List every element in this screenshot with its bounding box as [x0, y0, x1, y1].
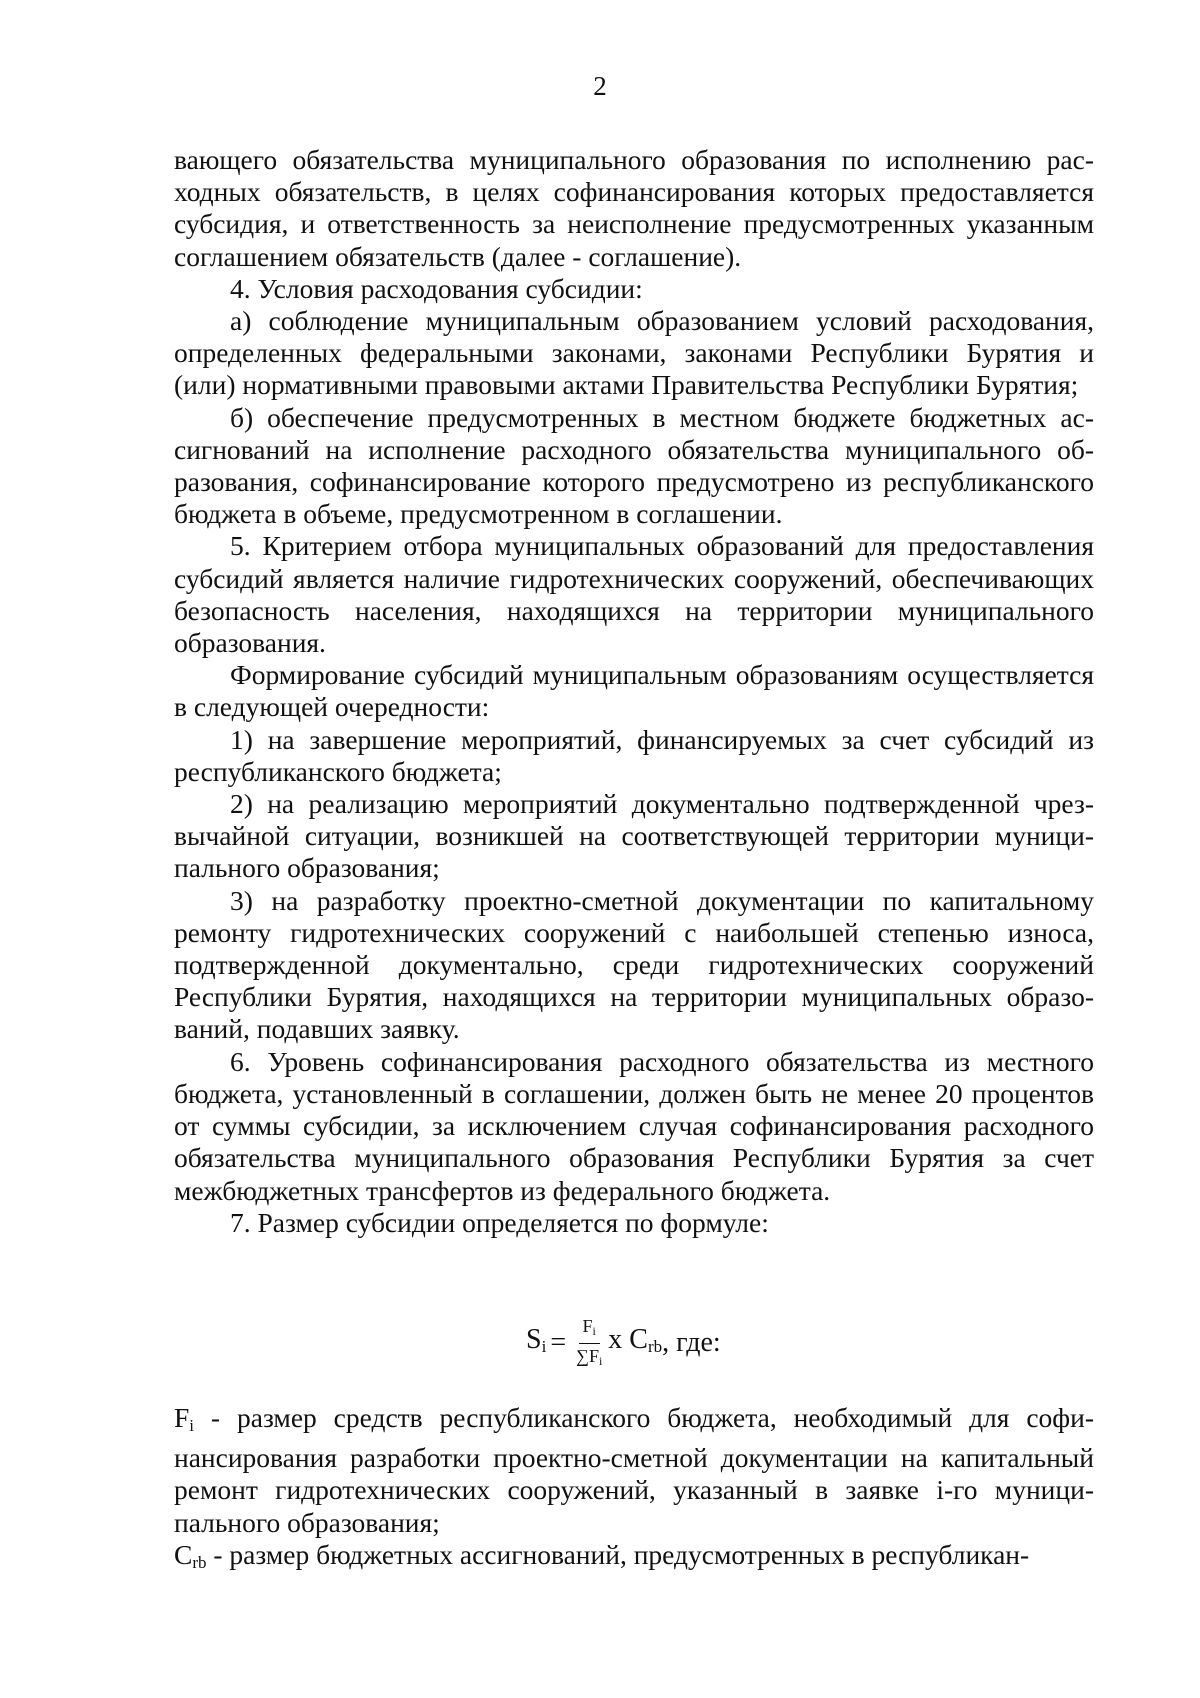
paragraph-clause-5: 5. Критерием отбора муниципальных образований для предоставления субсидий является наличие гидротехнических сооружений, обеспечивающих безопасность населения, находящихся на территории муниципального образования. [174, 530, 1094, 659]
definition-fi: $F_i$ - размер средств республиканского бюджета, необходимый для софинансирования разработки проектно-сметной документации на капитальный ремонт гидротехнических сооружений, указанный в заявке i-го муниципального образования; [174, 1402, 1094, 1538]
paragraph-clause-6: 6. Уровень софинансирования расходного обязательства из местного бюджета, установленный в соглашении, должен быть не менее 20 процентов от суммы субсидии, за исключением случая софинансирования расходного обязательства муниципального образования Республики Бурятия за счет межбюджетных трансфертов из федерального бюджета. [174, 1045, 1094, 1206]
paragraph-clause-4a: а) соблюдение муниципальным образованием условий расходования, определенных федеральными законами, законами Республики Бурятия и (или) нормативными правовыми актами Правительства Республики Бурятия; [174, 305, 1094, 401]
formula-multiplier: x $C_{rb}$ [608, 1323, 663, 1356]
paragraph-formation-order: Формирование субсидий муниципальным образованиям осуществляется в следующей очередности: [174, 659, 1094, 723]
formula-suffix: , где: [662, 1327, 721, 1358]
paragraph-order-3: 3) на разработку проектно-сметной документации по капитальному ремонту гидротехнических сооружений с наибольшей степенью износа, подтвержденной документально, среди гидротехнических сооружений Республики Бурятия, находящихся на территории муниципальных образований, подавших заявку. [174, 884, 1094, 1045]
definition-crb: $C_{rb}$ - размер бюджетных ассигнований, предусмотренных в республикан- [174, 1538, 1030, 1572]
page-number: 2 [593, 71, 607, 101]
formula-definitions [174, 1402, 1094, 1579]
fraction-numerator: $F_i$ [579, 1316, 600, 1344]
paragraph-clause-4: 4. Условия расходования субсидии: [230, 272, 643, 304]
formula-lhs: $S_i$ [526, 1323, 547, 1356]
paragraph-order-1: 1) на завершение мероприятий, финансируемых за счет субсидий из республиканского бюджета; [174, 723, 1094, 787]
formula-equals: = [550, 1327, 567, 1358]
body-text [174, 144, 1094, 1239]
fraction-denominator: $\sum F_i$ [576, 1345, 603, 1368]
formula-fraction [576, 1316, 602, 1371]
paragraph-continuation: вающего обязательства муниципального образования по исполнению расходных обязательств, в целях софинансирования которых предоставляется субсидия, и ответственность за неисполнение предусмотренных указанным соглашением обязательств (далее - соглашение). [174, 144, 1094, 272]
subsidy-formula [526, 1308, 721, 1378]
paragraph-order-2: 2) на реализацию мероприятий документально подтвержденной чрезвычайной ситуации, возникшей на соответствующей территории муниципального образования; [174, 788, 1094, 884]
paragraph-clause-7: 7. Размер субсидии определяется по формуле: [230, 1206, 769, 1238]
formula-block [0, 1308, 1200, 1378]
paragraph-clause-4b: б) обеспечение предусмотренных в местном бюджете бюджетных ассигнований на исполнение расходного обязательства муниципального образования, софинансирование которого предусмотрено из республиканского бюджета в объеме, предусмотренном в соглашении. [174, 401, 1094, 530]
